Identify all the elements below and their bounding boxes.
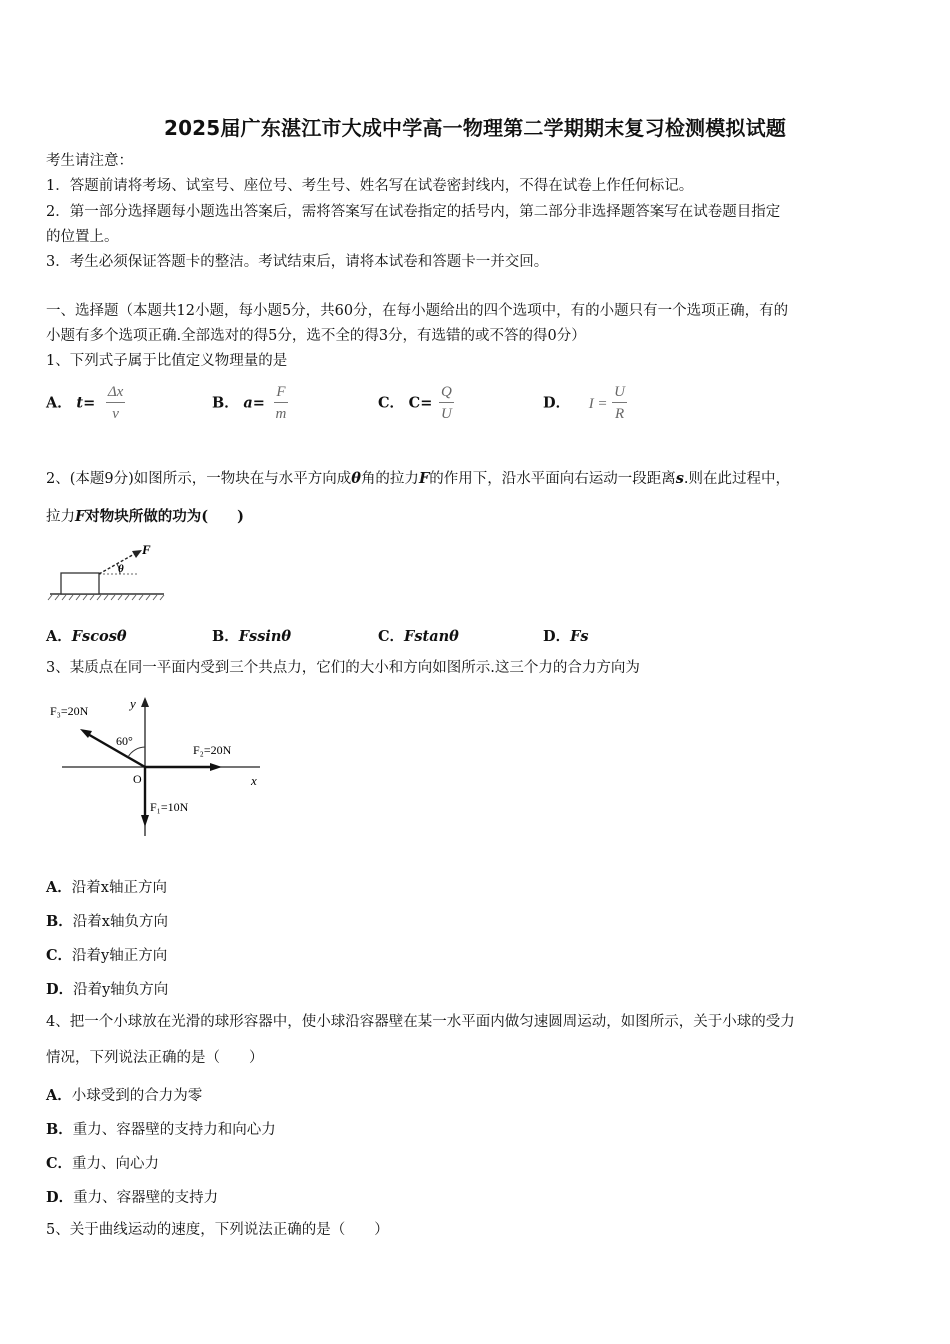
q2-stem-part: 的作用下，沿水平面向右运动一段距离	[429, 471, 676, 487]
notice-heading: 考生请注意：	[46, 153, 133, 169]
option-label: D．	[543, 628, 571, 645]
q3-option-d[interactable]	[46, 978, 168, 999]
option-label: A．	[46, 394, 72, 412]
q3-option-a[interactable]	[46, 876, 167, 897]
option-label: A．	[46, 1087, 72, 1104]
option-lhs: C=	[408, 394, 433, 412]
q2-figure	[46, 538, 171, 604]
option-label: C．	[46, 947, 73, 964]
q1-option-a[interactable]	[46, 384, 125, 423]
f1-arrowhead	[141, 815, 149, 827]
option-text: 沿着y轴负方向	[73, 982, 169, 998]
q2-option-c[interactable]	[378, 625, 459, 646]
q2-distance: s	[675, 470, 684, 487]
fraction	[439, 384, 454, 423]
option-text: 小球受到的合力为零	[71, 1088, 203, 1104]
f2-label: F₂=20N	[193, 743, 232, 757]
q4-stem-line2: 情况，下列说法正确的是（ ）	[46, 1050, 264, 1066]
option-lhs: a=	[243, 394, 265, 412]
option-label: D．	[46, 981, 74, 998]
denominator: m	[275, 406, 287, 422]
notice-item: 2．第一部分选择题每小题选出答案后，需将答案写在试卷指定的括号内，第二部分非选择题答案写在试卷题目指定	[46, 204, 781, 220]
q3-stem: 3、某质点在同一平面内受到三个共点力，它们的大小和方向如图所示.这三个力的合力方向为	[46, 660, 640, 676]
option-text: Fssinθ	[238, 628, 292, 645]
q2-force: F	[418, 470, 430, 487]
q4-option-c[interactable]	[46, 1152, 159, 1173]
q2-stem-line2	[46, 508, 244, 526]
option-label: B．	[46, 913, 73, 930]
q5-stem: 5、关于曲线运动的速度，下列说法正确的是（ ）	[46, 1222, 389, 1238]
fraction	[106, 384, 125, 423]
ground-hatching	[48, 595, 164, 600]
option-text: 沿着x轴正方向	[71, 880, 167, 896]
f2-arrowhead	[210, 763, 222, 771]
numerator: U	[612, 384, 627, 403]
q3-option-c[interactable]	[46, 944, 167, 965]
notice-item: 3．考生必须保证答题卡的整洁。考试结束后，请将本试卷和答题卡一并交回。	[46, 254, 549, 270]
option-text: 重力、容器壁的支持力	[73, 1190, 219, 1206]
option-label: D．	[543, 394, 571, 412]
f3-label: F₃=20N	[50, 704, 89, 718]
option-label: D．	[46, 1189, 74, 1206]
origin-label: O	[133, 772, 142, 786]
section-heading-cont: 小题有多个选项正确.全部选对的得5分，选不全的得3分，有选错的或不答的得0分）	[46, 328, 586, 344]
option-text: Fstanθ	[404, 628, 459, 645]
option-label: B．	[212, 394, 239, 412]
angle-label: 60°	[116, 734, 133, 748]
q4-option-b[interactable]	[46, 1118, 276, 1139]
notice-item: 1．答题前请将考场、试室号、座位号、考生号、姓名写在试卷密封线内，不得在试卷上作任何标记。	[46, 178, 694, 194]
denominator: R	[615, 406, 625, 422]
y-axis-arrowhead	[141, 697, 149, 707]
q1-option-d[interactable]	[543, 384, 627, 423]
option-text: Fscosθ	[71, 628, 127, 645]
option-label: A．	[46, 628, 72, 645]
q4-option-a[interactable]	[46, 1084, 202, 1105]
option-text: 沿着y轴正方向	[72, 948, 168, 964]
q2-stem-part: 对物块所做的功为( )	[85, 508, 245, 525]
notice-item: 的位置上。	[46, 229, 119, 245]
block	[61, 573, 99, 594]
angle-arc	[128, 747, 145, 757]
force-arrowhead	[132, 550, 142, 558]
option-lhs: t=	[76, 394, 96, 412]
option-label: B．	[46, 1121, 73, 1138]
q1-option-c[interactable]	[378, 384, 454, 423]
q3-option-b[interactable]	[46, 910, 168, 931]
fraction	[612, 384, 627, 423]
q4-option-d[interactable]	[46, 1186, 218, 1207]
q1-stem: 1、下列式子属于比值定义物理量的是	[46, 353, 288, 369]
q3-figure	[46, 693, 276, 843]
q2-theta: θ	[351, 470, 361, 487]
q2-option-d[interactable]	[543, 625, 589, 646]
option-label: B．	[212, 628, 239, 645]
option-text: 沿着x轴负方向	[72, 914, 168, 930]
option-text: Fs	[570, 628, 589, 645]
force-label: F	[142, 542, 151, 557]
fraction	[274, 384, 289, 423]
q2-stem-part: .则在此过程中，	[683, 471, 791, 487]
page-title: 2025届广东湛江市大成中学高一物理第二学期期末复习检测模拟试题	[163, 116, 787, 140]
option-label: C．	[46, 1155, 73, 1172]
option-label: C．	[378, 628, 405, 645]
angle-label: θ	[118, 563, 124, 575]
denominator: U	[440, 406, 452, 422]
option-text: 重力、容器壁的支持力和向心力	[72, 1122, 276, 1138]
q2-force: F	[75, 508, 86, 525]
q2-option-b[interactable]	[212, 625, 291, 646]
f1-label: F₁=10N	[150, 800, 189, 814]
option-label: A．	[46, 879, 72, 896]
option-text: 重力、向心力	[72, 1156, 160, 1172]
q4-stem: 4、把一个小球放在光滑的球形容器中，使小球沿容器壁在某一水平面内做匀速圆周运动，如图所示，关于小球的受力	[46, 1014, 795, 1030]
x-axis-label: x	[251, 773, 257, 788]
option-lhs: I =	[588, 395, 608, 412]
numerator: Q	[439, 384, 454, 403]
option-label: C．	[378, 394, 405, 412]
section-heading: 一、选择题（本题共12小题，每小题5分，共60分，在每小题给出的四个选项中，有的小题只有一个选项正确，有的	[46, 303, 789, 319]
q1-option-b[interactable]	[212, 384, 288, 423]
q2-option-a[interactable]	[46, 625, 127, 646]
q2-stem	[46, 470, 790, 488]
q2-stem-part: 拉力	[46, 509, 75, 525]
q2-stem-part: 2、(本题9分)如图所示，一物块在与水平方向成	[46, 471, 352, 487]
q2-stem-part: 角的拉力	[360, 471, 419, 487]
y-axis-label: y	[130, 696, 136, 711]
numerator: Δx	[106, 384, 125, 403]
denominator: v	[112, 406, 119, 422]
numerator: F	[274, 384, 289, 403]
